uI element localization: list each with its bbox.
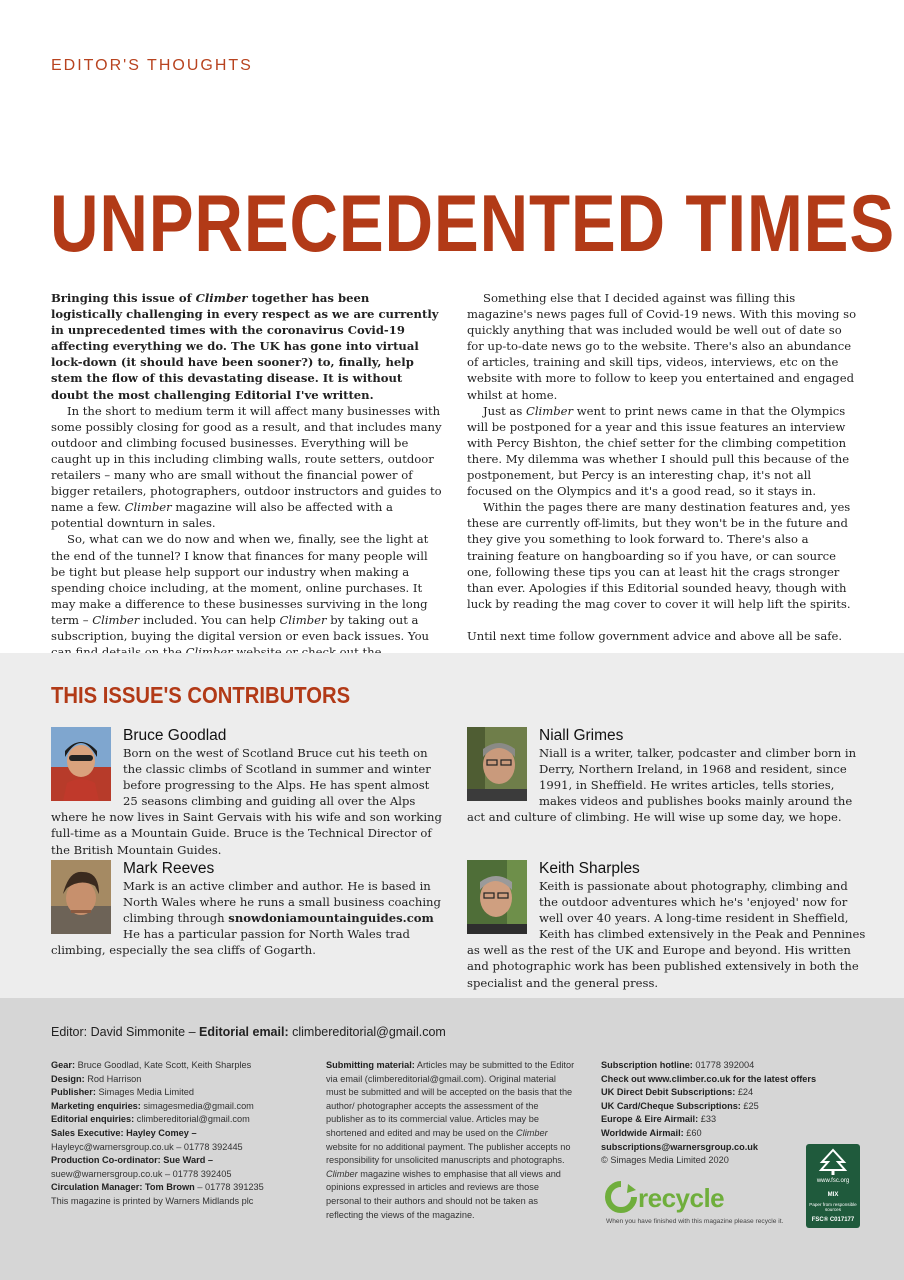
text-run: together has been logistically challenging in every respect as we are currently in unprecedented times with the coronavirus Covid-19 affecting everything we do. The UK has gone into virtual lock-down (it should have been sooner?) to, finally, help stem the flow of this devastating disease. It is without doubt the most challenging Editorial I've written. — [51, 291, 439, 402]
credit-label: Europe & Eire Airmail: — [601, 1114, 699, 1125]
editor-name: David Simmonite — [90, 1025, 186, 1039]
text-run: Climber — [326, 1168, 358, 1179]
credit-line — [601, 1073, 817, 1087]
text-run: Born on the west of Scotland Bruce cut his teeth on the classic climbs of Scotland in summer and winter before progressing to the Alps. He has spent almost 25 seasons climbing and guiding all over the Alps where he now lives in Saint Gervais with his wife and son working full-time as a Mountain Guide. Bruce is the Technical Director of the British Mountain Guides. — [51, 746, 442, 857]
editorial-paragraph — [467, 628, 859, 644]
text-run: magazine will also be affected with a potential downturn in sales. — [51, 500, 393, 531]
text-run: Until next time follow government advice and above all be safe. — [467, 628, 843, 643]
credit-value: © Simages Media Limited 2020 — [601, 1155, 729, 1166]
fsc-logo — [806, 1144, 860, 1228]
recycle-word: recycle — [638, 1183, 725, 1213]
credit-line — [51, 1059, 301, 1073]
editor-line: Editor: David Simmonite – Editorial email: climbereditorial@gmail.com — [51, 1025, 446, 1039]
text-run: by taking out a subscription, buying the digital version or even back issues. You — [51, 612, 430, 643]
contributor-bio — [467, 878, 867, 991]
credit-value: suew@warnersgroup.co.uk – 01778 392405 — [51, 1168, 232, 1179]
credit-value: simagesmedia@gmail.com — [140, 1100, 254, 1111]
text-run: Something else that I decided against was filling this magazine's news pages full of Covid-19 news. With this moving so quickly anything that was included would be well out of date so for up-to-date news go to the website. There's also an abundance of articles, training and skill tips, videos, interviews, etc on the website with more to follow to keep you entertained and engaged whilst at home. — [467, 291, 857, 402]
credit-label: Gear: — [51, 1060, 76, 1070]
text-run: magazine wishes to emphasise that all views and opinions expressed in articles and reviews are those personal to their authors and should not be taken as reflecting the views of the magazine. — [326, 1168, 561, 1220]
text-run: website for no additional payment. The publisher accepts no responsibility for unsolicited manuscripts and photographs. — [326, 1141, 571, 1166]
section-label: EDITOR'S THOUGHTS — [51, 57, 253, 74]
editorial-paragraph — [467, 499, 859, 612]
credit-label: Sales Executive: Hayley Comey – — [51, 1127, 197, 1138]
credit-value: £60 — [683, 1127, 702, 1138]
text-run: snowdoniamountainguides.com — [228, 911, 434, 926]
contributor-photo — [51, 727, 111, 801]
credit-label: UK Card/Cheque Subscriptions: — [601, 1100, 741, 1111]
text-run: included. You can help — [139, 612, 280, 627]
fsc-tree-icon — [818, 1148, 848, 1176]
credit-line — [51, 1141, 301, 1155]
text-run: Climber — [516, 1127, 548, 1138]
credit-value: £24 — [735, 1087, 754, 1098]
editorial-column-1 — [51, 290, 443, 676]
editor-email: climbereditorial@gmail.com — [292, 1025, 446, 1039]
credit-line — [601, 1113, 801, 1127]
text-run: Climber — [92, 612, 140, 627]
credit-line — [51, 1195, 301, 1209]
credit-line — [601, 1154, 801, 1168]
text-run: Niall is a writer, talker, podcaster and climber born in Derry, Northern Ireland, in 1968 and resident, since 1991, in Sheffield. He writes articles, tells stories, makes videos and publishes books mainly around the act and culture of climbing. He will wise up some day, we hope. — [467, 746, 857, 825]
credit-label: Publisher: — [51, 1087, 96, 1098]
contributor-name: Niall Grimes — [539, 727, 624, 744]
text-run: Within the pages there are many destination features and, yes these are currently off-limits, but they won't be in the future and they give you something to look forward to. There's also a training feature on hangboarding so if you have, or can source one, following these tips you can at least hit the crags stronger than ever. Apologies if this Editorial sounded heavy, though with luck by reading the mag cover to cover it will help lift the spirits. — [467, 500, 851, 611]
credit-value: climbereditorial@gmail.com — [134, 1114, 250, 1125]
submission-terms — [326, 1059, 576, 1222]
contributor-bruce-goodlad — [51, 727, 447, 858]
credit-label: Editorial enquiries: — [51, 1114, 135, 1125]
text-run: Bringing this issue of — [51, 291, 196, 305]
editor-label: Editor: — [51, 1025, 88, 1039]
credit-line — [601, 1127, 801, 1141]
editorial-paragraph — [51, 290, 443, 403]
credit-line — [51, 1113, 301, 1127]
text-run: Climber — [195, 291, 248, 305]
credit-line — [601, 1059, 801, 1073]
editorial-paragraph — [467, 290, 859, 403]
text-run: Just as — [483, 403, 526, 418]
fsc-code: FSC® C017177 — [811, 1217, 855, 1223]
credit-label: Worldwide Airmail: — [601, 1127, 684, 1138]
credit-label: UK Direct Debit Subscriptions: — [601, 1087, 736, 1098]
text-run: In the short to medium term it will affect many businesses with some possibly closing for good as a result, and that includes many outdoor and climbing focused businesses. Everything will be caught up in this including climbing walls, route setters, outdoor retailers – many who are small without the financial power of bigger retailers, photographers, outdoor instructors and guides to name a few. — [51, 403, 442, 515]
text-run: Submitting material: — [326, 1060, 415, 1070]
credit-value: – 01778 391235 — [194, 1182, 264, 1193]
credit-value: Hayleyc@warnersgroup.co.uk – 01778 392445 — [51, 1141, 243, 1152]
credit-label: Subscription hotline: — [601, 1060, 693, 1070]
editorial-column-2 — [467, 290, 859, 676]
credit-label: Design: — [51, 1073, 85, 1084]
subscription-column — [601, 1059, 817, 1168]
credit-line — [51, 1100, 301, 1114]
contributors-title: THIS ISSUE'S CONTRIBUTORS — [51, 682, 351, 708]
fsc-mix: MIX — [827, 1192, 839, 1198]
credit-line — [51, 1086, 301, 1100]
credit-label: Check out www.climber.co.uk for the latest offers — [601, 1073, 817, 1084]
credits-column — [51, 1059, 301, 1209]
text-run: Keith is passionate about photography, climbing and the outdoor adventures which he's 'enjoyed' now for well over 40 years. A long-time resident in Sheffield, Keith has climbed extensively in the Peak and Pennines as well as the rest of the UK and Europe and beyond. His written and photographic work has been published extensively in both the specialist and the general press. — [467, 879, 866, 990]
credit-line — [51, 1154, 301, 1168]
contributor-mark-reeves — [51, 860, 447, 958]
paragraph-gap — [467, 612, 859, 628]
contributor-bio — [467, 745, 867, 825]
editorial-paragraph — [467, 403, 859, 500]
credit-line — [51, 1127, 301, 1141]
headline: UNPRECEDENTED TIMES — [50, 179, 896, 269]
credit-line — [601, 1141, 801, 1155]
text-run: Climber — [279, 612, 327, 627]
credit-value: 01778 392004 — [692, 1060, 755, 1070]
credit-value: Rod Harrison — [84, 1073, 142, 1084]
recycle-logo — [604, 1180, 784, 1230]
text-run: So, what can we do now and when we, finally, see the light at the end of the tunnel? I know that finances for many people will be tight but please help support our industry when making a spending choice including, at the moment, online purchases. It may make a difference to these businesses surviving in the long term – — [51, 532, 429, 627]
fsc-desc: Paper from responsible sources — [809, 1202, 857, 1212]
credit-line — [601, 1086, 801, 1100]
contributor-photo — [467, 727, 527, 801]
text-run: Climber — [124, 500, 172, 515]
credit-label: Marketing enquiries: — [51, 1100, 141, 1111]
text-run: He has a particular passion for North Wales trad climbing, especially the sea cliffs of Gogarth. — [51, 927, 410, 958]
text-run: went to print news came in that the Olympics will be postponed for a year and this issue features an interview with Percy Bishton, the chief setter for the climbing competition there. My dilemma was whether I should pull this because of the postponement, but Percy is an interesting chap, it's not all focused on the Olympics and it's a good read, so it stays in. — [467, 403, 850, 499]
text-run: Mark is an active climber and author. He is based in North Wales where he runs a small business coaching climbing through — [123, 879, 441, 926]
credit-label: Circulation Manager: Tom Brown — [51, 1182, 195, 1193]
recycle-note: When you have finished with this magazine please recycle it. — [606, 1218, 784, 1225]
contributor-niall-grimes — [467, 727, 867, 825]
contributor-photo — [51, 860, 111, 934]
credit-label: Production Co-ordinator: Sue Ward – — [51, 1155, 213, 1166]
credit-value: Bruce Goodlad, Kate Scott, Keith Sharples — [75, 1060, 252, 1070]
recycle-icon — [604, 1180, 638, 1214]
submission-text — [326, 1059, 576, 1222]
credit-value: £33 — [698, 1114, 717, 1125]
contributor-keith-sharples — [467, 860, 867, 991]
credit-value: £25 — [740, 1100, 759, 1111]
text-run: Articles may be submitted to the Editor via email (climbereditorial@gmail.com). Original material must be submitted and will be accepted on the basis that the author/ photographer accepts the assessment of the publisher as to its commercial value. Articles may be shortened and edited and may be used on the — [326, 1060, 575, 1138]
credit-line — [601, 1100, 801, 1114]
contributor-name: Mark Reeves — [123, 860, 215, 877]
contributor-name: Keith Sharples — [539, 860, 640, 877]
contributor-photo — [467, 860, 527, 934]
email-label: Editorial email: — [199, 1025, 289, 1039]
credit-line — [51, 1168, 301, 1182]
credit-value: This magazine is printed by Warners Midlands plc — [51, 1195, 254, 1206]
editorial-paragraph — [51, 403, 443, 532]
credit-label: subscriptions@warnersgroup.co.uk — [601, 1141, 759, 1152]
credit-line — [51, 1181, 301, 1195]
credit-value: Simages Media Limited — [95, 1087, 194, 1098]
contributor-name: Bruce Goodlad — [123, 727, 227, 744]
text-run: Climber — [525, 403, 574, 418]
fsc-site: www.fsc.org — [816, 1178, 850, 1184]
credit-line — [51, 1073, 301, 1087]
